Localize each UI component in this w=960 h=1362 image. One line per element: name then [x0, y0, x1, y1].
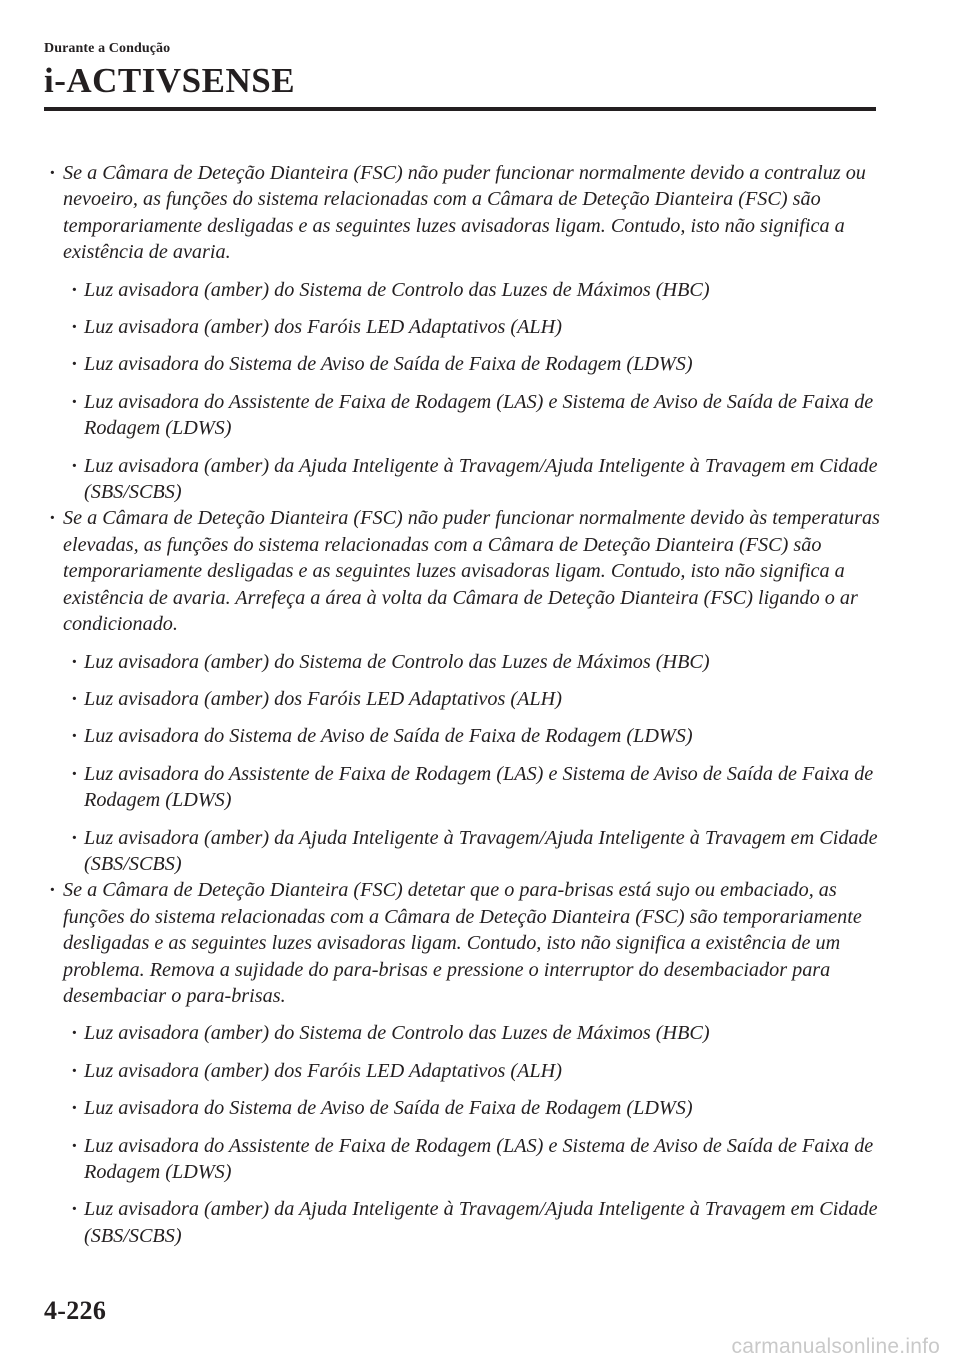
paragraph-text: · Se a Câmara de Deteção Dianteira (FSC) detetar que o para-brisas está sujo ou embaciado, as funções do sistema relacionadas com a Câmara de Deteção Dianteira (FSC) são temporariamente desligadas e as seguintes luzes avisadoras ligam. Contudo, isto não significa a existência de um problema. Remova a sujidade do para-brisas e pressione o interruptor do desembaciador para desembaciar o para-brisas. — [63, 879, 862, 1007]
bullet-paragraph — [44, 877, 884, 1009]
warning-light-item: · Luz avisadora (amber) da Ajuda Inteligente à Travagem/Ajuda Inteligente à Travagem em Cidade (SBS/SCBS) — [44, 1196, 884, 1249]
warning-light-item: · Luz avisadora do Assistente de Faixa de Rodagem (LAS) e Sistema de Aviso de Saída de Faixa de Rodagem (LDWS) — [44, 761, 884, 814]
watermark: carmanualsonline.info — [731, 1335, 940, 1358]
warning-light-item: · Luz avisadora do Sistema de Aviso de Saída de Faixa de Rodagem (LDWS) — [44, 351, 884, 377]
warning-light-item: · Luz avisadora (amber) do Sistema de Controlo das Luzes de Máximos (HBC) — [44, 277, 884, 303]
warning-light-item: · Luz avisadora (amber) dos Faróis LED Adaptativos (ALH) — [44, 1058, 884, 1084]
section-label: Durante a Condução — [44, 41, 171, 56]
warning-light-item: · Luz avisadora do Assistente de Faixa de Rodagem (LAS) e Sistema de Aviso de Saída de Faixa de Rodagem (LDWS) — [44, 1133, 884, 1186]
warning-light-item: · Luz avisadora do Sistema de Aviso de Saída de Faixa de Rodagem (LDWS) — [44, 1095, 884, 1121]
document-body — [44, 160, 884, 1249]
warning-light-item: · Luz avisadora do Sistema de Aviso de Saída de Faixa de Rodagem (LDWS) — [44, 723, 884, 749]
paragraph-text: · Se a Câmara de Deteção Dianteira (FSC) não puder funcionar normalmente devido às temperaturas elevadas, as funções do sistema relacionadas com a Câmara de Deteção Dianteira (FSC) são temporariamente desligadas e as seguintes luzes avisadoras ligam. Contudo, isto não significa a existência de avaria. Arrefeça a área à volta da Câmara de Deteção Dianteira (FSC) ligando o ar condicionado. — [63, 507, 880, 636]
bullet-paragraph — [44, 160, 884, 266]
bullet-paragraph — [44, 505, 884, 637]
warning-light-item: · Luz avisadora (amber) dos Faróis LED Adaptativos (ALH) — [44, 686, 884, 712]
warning-light-item: · Luz avisadora (amber) da Ajuda Inteligente à Travagem/Ajuda Inteligente à Travagem em Cidade (SBS/SCBS) — [44, 453, 884, 506]
warning-light-item: · Luz avisadora (amber) da Ajuda Inteligente à Travagem/Ajuda Inteligente à Travagem em Cidade (SBS/SCBS) — [44, 825, 884, 878]
header-rule — [44, 107, 876, 111]
paragraph-text: · Se a Câmara de Deteção Dianteira (FSC) não puder funcionar normalmente devido a contraluz ou nevoeiro, as funções do sistema relacionadas com a Câmara de Deteção Dianteira (FSC) são temporariamente desligadas e as seguintes luzes avisadoras ligam. Contudo, isto não significa a existência de avaria. — [63, 162, 866, 264]
warning-light-item: · Luz avisadora do Assistente de Faixa de Rodagem (LAS) e Sistema de Aviso de Saída de Faixa de Rodagem (LDWS) — [44, 389, 884, 442]
warning-light-item: · Luz avisadora (amber) do Sistema de Controlo das Luzes de Máximos (HBC) — [44, 1020, 884, 1046]
warning-light-item: · Luz avisadora (amber) do Sistema de Controlo das Luzes de Máximos (HBC) — [44, 649, 884, 675]
page-header — [44, 40, 876, 111]
page-number: 4-226 — [44, 1296, 107, 1325]
chapter-title: i-ACTIVSENSE — [44, 61, 296, 100]
warning-light-item: · Luz avisadora (amber) dos Faróis LED Adaptativos (ALH) — [44, 314, 884, 340]
